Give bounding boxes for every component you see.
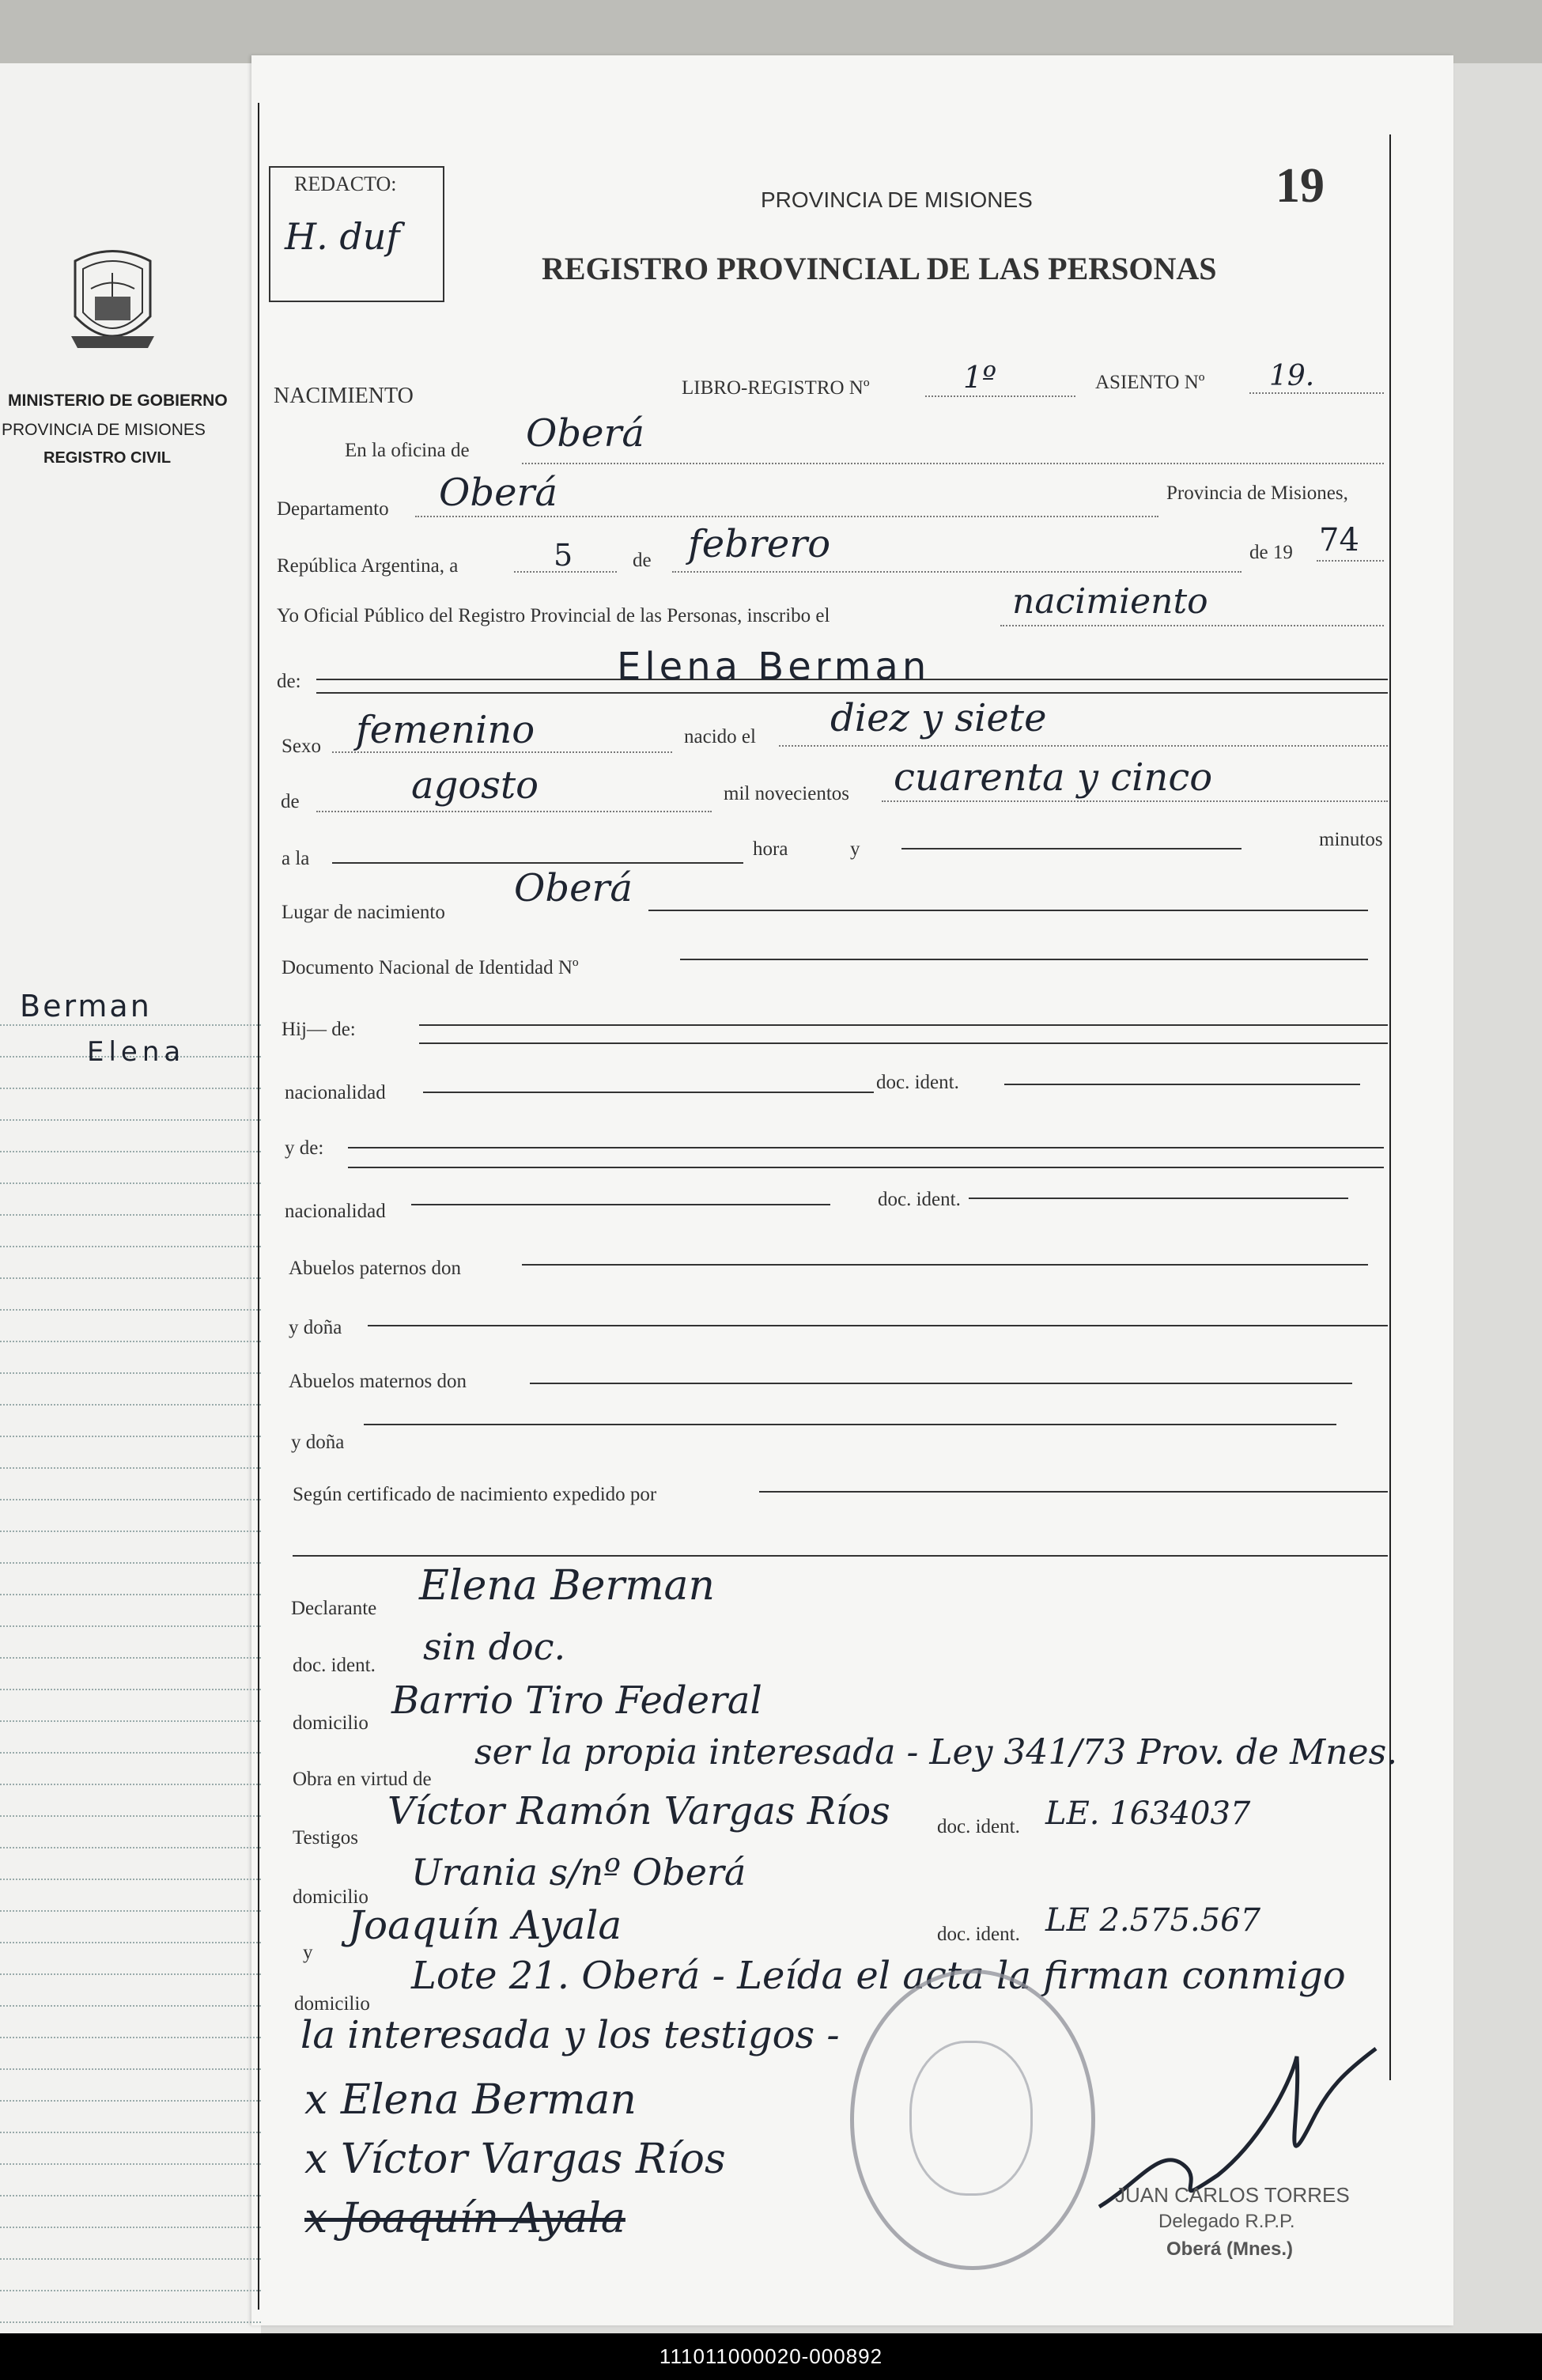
province-coat-of-arms-icon <box>59 241 166 360</box>
stub-ruled-line <box>0 2258 261 2261</box>
mes-nac-value: agosto <box>411 763 539 808</box>
anio-value: 74 <box>1319 522 1359 558</box>
y-dona-2-label: y doña <box>291 1432 345 1453</box>
page-top-shadow <box>0 0 1542 63</box>
de2-label: de <box>281 791 300 812</box>
domicilio2-label: domicilio <box>293 1886 368 1908</box>
official-name: JUAN CARLOS TORRES <box>1115 2183 1350 2207</box>
stub-ruled-line <box>0 1372 261 1375</box>
dia-value: 5 <box>554 538 573 573</box>
stub-ruled-line <box>0 1277 261 1280</box>
stub-ruled-line <box>0 1436 261 1438</box>
anio-prefix: de 19 <box>1249 542 1293 563</box>
stub-ruled-line <box>0 1594 261 1596</box>
sexo-label: Sexo <box>282 736 321 757</box>
testigo2-value: Joaquín Ayala <box>348 1902 622 1948</box>
mes-value: febrero <box>688 522 831 566</box>
inscribo-line <box>1000 625 1384 626</box>
y-dona-1-label: y doña <box>289 1317 342 1338</box>
page-number: 19 <box>1276 159 1325 213</box>
stub-ruled-line <box>0 1815 261 1818</box>
nacionalidad1-label: nacionalidad <box>285 1082 386 1103</box>
minutos-label: minutos <box>1319 829 1383 850</box>
stamp-inner-seal <box>909 2041 1033 2196</box>
stub-ruled-line <box>0 2068 261 2071</box>
libro-label: LIBRO-REGISTRO Nº <box>682 377 870 399</box>
asiento-line <box>1249 392 1384 394</box>
y-de-line-a <box>348 1147 1384 1148</box>
doc-ident1-line <box>1004 1084 1360 1085</box>
hora-line <box>332 862 743 864</box>
stub-ruled-line <box>0 2227 261 2229</box>
stub-surname: Berman <box>20 989 152 1024</box>
a-la-label: a la <box>282 848 310 869</box>
declarante-value: Elena Berman <box>419 1562 716 1610</box>
stub-province: PROVINCIA DE MISIONES <box>2 421 206 439</box>
republica-label: República Argentina, a <box>277 555 459 577</box>
anio-line <box>1317 560 1384 562</box>
y-dona-2-line <box>364 1424 1336 1425</box>
oficina-label: En la oficina de <box>345 440 470 461</box>
nacionalidad1-line <box>423 1092 874 1093</box>
stub-ruled-line <box>0 1625 261 1628</box>
stub-ruled-line <box>0 1024 261 1027</box>
stub-ruled-line <box>0 1531 261 1533</box>
departamento-label: Departamento <box>277 498 389 520</box>
stub-ruled-line <box>0 2100 261 2102</box>
de-colon-label: de: <box>277 671 301 692</box>
continuation-value: la interesada y los testigos - <box>300 2013 840 2057</box>
departamento-value: Oberá <box>439 471 558 515</box>
nombre-line <box>316 692 1388 694</box>
stub-ruled-line <box>0 1309 261 1311</box>
domicilio1-label: domicilio <box>293 1712 368 1734</box>
domicilio3-value: Lote 21. Oberá - Leída el acta la firman conmigo <box>411 1954 1346 1998</box>
testigo2-doc-label: doc. ident. <box>937 1924 1020 1945</box>
redacto-label: REDACTO: <box>294 172 397 195</box>
sexo-value: femenino <box>356 708 535 752</box>
signature-declarante: x Elena Berman <box>304 2076 637 2124</box>
mes-nac-line <box>316 811 712 812</box>
dni-line <box>680 959 1368 960</box>
obra-value: ser la propia interesada - Ley 341/73 Prov. de Mnes. <box>474 1732 1398 1773</box>
official-role: Delegado R.P.P. <box>1158 2211 1295 2232</box>
hij-line-a <box>419 1024 1388 1026</box>
lugar-line <box>648 910 1368 911</box>
nacionalidad2-label: nacionalidad <box>285 1201 386 1222</box>
stub-ruled-line <box>0 2195 261 2197</box>
stub-ruled-line <box>0 1752 261 1754</box>
segun-line <box>759 1491 1388 1493</box>
asiento-label: ASIENTO Nº <box>1095 372 1205 393</box>
mil-label: mil novecientos <box>724 783 849 804</box>
stub-ruled-line <box>0 2005 261 2007</box>
stub-ruled-line <box>0 1151 261 1153</box>
declarante-label: Declarante <box>291 1598 377 1619</box>
section-label: NACIMIENTO <box>274 384 414 408</box>
hora-label: hora <box>753 838 788 860</box>
testigo1-value: Víctor Ramón Vargas Ríos <box>387 1789 890 1833</box>
stub-ruled-line <box>0 2290 261 2292</box>
signature-testigo-2: x Joaquín Ayala <box>304 2195 625 2242</box>
stub-ruled-line <box>0 1689 261 1691</box>
stub-ruled-line <box>0 1341 261 1343</box>
abuelos-p-label: Abuelos paternos don <box>289 1258 462 1279</box>
stub-registry: REGISTRO CIVIL <box>43 449 172 467</box>
stub-ruled-line <box>0 1942 261 1944</box>
provincia-suffix: Provincia de Misiones, <box>1166 482 1348 504</box>
de-label: de <box>633 550 652 571</box>
testigo1-doc-value: LE. 1634037 <box>1045 1795 1251 1832</box>
nacido-label: nacido el <box>684 726 756 747</box>
obra-label: Obra en virtud de <box>293 1769 432 1790</box>
redacto-initials: H. duf <box>285 215 400 258</box>
stub-ruled-line <box>0 1088 261 1090</box>
abuelos-m-line <box>530 1383 1352 1384</box>
left-margin-line <box>258 103 259 2310</box>
domicilio3-label: domicilio <box>294 1993 370 2015</box>
dni-label: Documento Nacional de Identidad Nº <box>282 957 579 978</box>
doc-ident3-value: sin doc. <box>423 1625 566 1668</box>
testigo1-doc-label: doc. ident. <box>937 1816 1020 1837</box>
stub-ruled-line <box>0 1657 261 1659</box>
segun-label: Según certificado de nacimiento expedido por <box>293 1484 657 1505</box>
stub-ruled-line <box>0 1562 261 1565</box>
stub-ruled-line <box>0 1182 261 1185</box>
stub-ruled-line <box>0 1499 261 1501</box>
stub-ruled-line <box>0 1119 261 1122</box>
official-place: Oberá (Mnes.) <box>1166 2238 1294 2260</box>
stub-ruled-line <box>0 2132 261 2134</box>
abuelos-m-label: Abuelos maternos don <box>289 1371 467 1392</box>
hij-line-b <box>419 1042 1388 1044</box>
stub-ruled-line <box>0 1214 261 1216</box>
stub-ruled-line <box>0 1973 261 1976</box>
anio-nac-line <box>882 800 1388 802</box>
y-dona-1-line <box>368 1325 1388 1326</box>
province-heading: PROVINCIA DE MISIONES <box>761 187 1033 212</box>
stub-ruled-line <box>0 1847 261 1849</box>
stub-ruled-line <box>0 2163 261 2166</box>
departamento-line <box>415 516 1158 517</box>
y-testigo-label: y <box>303 1942 313 1963</box>
right-margin-line <box>1389 134 1391 2080</box>
stub-ruled-line <box>0 1467 261 1470</box>
testigos-label: Testigos <box>293 1827 358 1848</box>
nombre-value: Elena Berman <box>617 645 931 689</box>
registry-title: REGISTRO PROVINCIAL DE LAS PERSONAS <box>542 251 1217 286</box>
oficina-value: Oberá <box>526 411 645 456</box>
minutos-line <box>901 848 1242 849</box>
doc-ident2-line <box>969 1198 1348 1199</box>
stub-ruled-line <box>0 1246 261 1248</box>
stub-ruled-line <box>0 2321 261 2324</box>
segun-line-2 <box>293 1555 1388 1557</box>
inscribo-value: nacimiento <box>1012 581 1208 622</box>
anio-nac-value: cuarenta y cinco <box>894 755 1213 800</box>
nacionalidad2-line <box>411 1204 830 1205</box>
hij-label: Hij— de: <box>282 1019 356 1040</box>
doc-ident1-label: doc. ident. <box>876 1072 959 1093</box>
stub-ruled-line <box>0 1879 261 1881</box>
lugar-value: Oberá <box>514 866 633 910</box>
oficina-line <box>522 463 1384 464</box>
stub-ruled-line <box>0 1720 261 1723</box>
asiento-value: 19. <box>1269 360 1315 392</box>
mes-line <box>672 571 1242 573</box>
doc-ident3-label: doc. ident. <box>293 1655 376 1676</box>
y-label: y <box>850 838 860 860</box>
testigo2-doc-value: LE 2.575.567 <box>1045 1902 1261 1939</box>
domicilio2-value: Urania s/nº Oberá <box>411 1851 746 1894</box>
domicilio1-value: Barrio Tiro Federal <box>391 1678 762 1723</box>
y-de-label: y de: <box>285 1137 324 1159</box>
y-de-line-b <box>348 1167 1384 1168</box>
stub-ruled-line <box>0 1910 261 1913</box>
signature-testigo-1: x Víctor Vargas Ríos <box>304 2136 726 2183</box>
stub-ruled-line <box>0 1404 261 1406</box>
doc-ident2-label: doc. ident. <box>878 1189 961 1210</box>
nacido-value: diez y siete <box>830 696 1047 740</box>
stub-ruled-line <box>0 1784 261 1786</box>
libro-line <box>925 395 1075 397</box>
stub-ministry: MINISTERIO DE GOBIERNO <box>8 392 228 410</box>
stub-given-name: Elena <box>87 1036 186 1068</box>
stub-ruled-line <box>0 2037 261 2039</box>
abuelos-p-line <box>522 1264 1368 1266</box>
lugar-label: Lugar de nacimiento <box>282 902 445 923</box>
oficial-text: Yo Oficial Público del Registro Provincial de las Personas, inscribo el <box>277 605 830 626</box>
footer-id: 111011000020-000892 <box>0 2333 1542 2380</box>
nacido-line <box>779 745 1388 747</box>
libro-value: 1º <box>963 360 997 395</box>
